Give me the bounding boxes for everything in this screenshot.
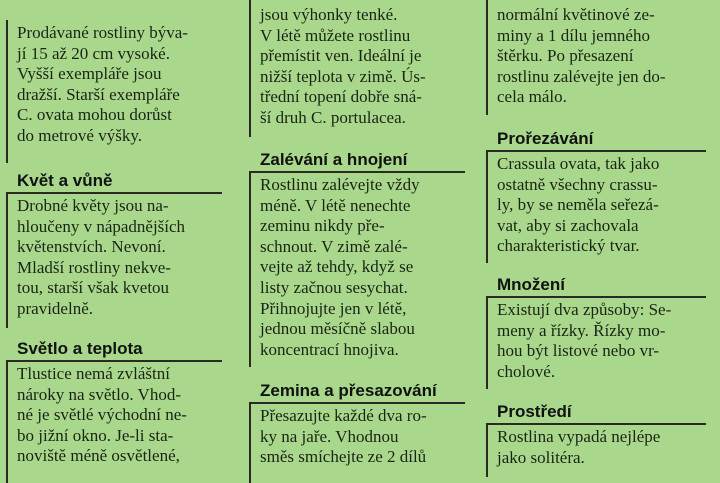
column-2-intro-text: jsou výhonky tenké. V létě můžete rostlinu přemístit ven. Ideální je nižší teplota v zimě. Ús- třední topení dobře sná- ší druh C. portulacea. xyxy=(260,5,426,127)
column-3-intro-text: normální květinové ze- miny a 1 dílu jemného štěrku. Po přesazení rostlinu zalévejte jen do- cela málo. xyxy=(497,5,666,107)
svetlo-a-teplota-text: Tlustice nemá zvláštní nároky na světlo. Vhod- né je světlé východní ne- bo jižní okno. Je-li sta- noviště méně osvětlené, xyxy=(17,364,187,466)
zemina-a-presazovani-text: Přesazujte každé dva ro- ky na jaře. Vhodnou směs smíchejte ze 2 dílů xyxy=(260,406,427,467)
heading-underline xyxy=(249,402,465,404)
heading-underline xyxy=(486,150,706,152)
heading-underline xyxy=(486,296,706,298)
heading-underline xyxy=(6,192,222,194)
heading-svetlo-a-teplota: Světlo a teplota xyxy=(17,339,143,358)
heading-prostredi: Prostředí xyxy=(497,402,572,421)
heading-prorezavani: Prořezávání xyxy=(497,129,594,148)
heading-underline xyxy=(486,423,706,425)
heading-zemina-a-presazovani: Zemina a přesazování xyxy=(260,381,437,400)
zalevani-a-hnojeni-text: Rostlinu zalévejte vždy méně. V létě nenechte zeminu nikdy pře- schnout. V zimě zalé- vejte až tehdy, když se listy začnou sesychat. Přihnojujte jen v létě, jednou měsíčně slabou koncentrací hnojiva. xyxy=(260,175,420,359)
kvet-a-vune-text: Drobné květy jsou na- hloučeny v nápadnějších květenstvích. Nevoní. Mladší rostliny nekve- tou, starší však kvetou pravidelně. xyxy=(17,196,186,318)
column-1-intro-text: Prodávané rostliny býva- jí 15 až 20 cm vysoké. Vyšší exempláře jsou dražší. Starší exempláře C. ovata mohou dorůst do metrové výšky. xyxy=(17,23,188,145)
heading-mnozeni: Množení xyxy=(497,275,565,294)
prorezavani-text: Crassula ovata, tak jako ostatně všechny crassu- ly, by se neměla seřezá- vat, aby si zachovala charakteristický tvar. xyxy=(497,154,660,256)
heading-underline xyxy=(6,360,222,362)
mnozeni-text: Existují dva způsoby: Se- meny a řízky. Řízky mo- hou být listové nebo vr- cholové. xyxy=(497,300,672,381)
heading-underline xyxy=(249,171,465,173)
prostredi-text: Rostlina vypadá nejlépe jako solitéra. xyxy=(497,427,661,467)
heading-kvet-a-vune: Květ a vůně xyxy=(17,171,113,190)
heading-zalevani-a-hnojeni: Zalévání a hnojení xyxy=(260,150,408,169)
